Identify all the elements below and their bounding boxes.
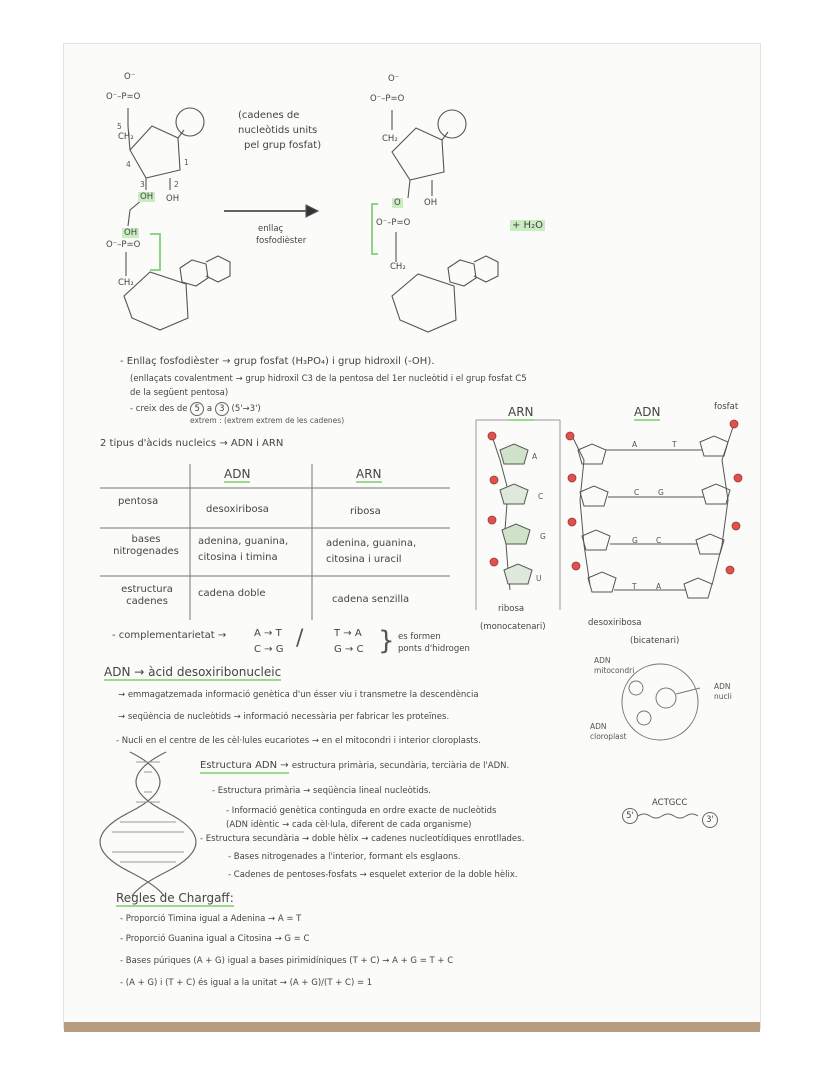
seq-label: ACTGCC	[652, 798, 688, 808]
bond-note-4: - creix des de 5 a 3 (5'→3')	[130, 404, 261, 414]
row-label-estructura: estructura cadenes	[121, 584, 173, 607]
chargaff-rule-4: - (A + G) i (T + C) és igual a la unitat → (A + G)/(T + C) = 1	[120, 978, 373, 988]
cell-nucli: nucli	[714, 692, 732, 701]
adn-left-base-4: T	[632, 582, 637, 591]
end-3-circle: 3	[215, 402, 229, 416]
adn-title: ADN	[634, 405, 661, 419]
cell-mito: mitocondri	[594, 666, 635, 675]
chain-note-2: nucleòtids units	[238, 125, 318, 136]
adn-right-base-2: G	[658, 488, 664, 497]
table-header-adn: ADN	[224, 467, 251, 481]
bond-note-1: - Enllaç fosfodièster → grup fosfat (H₃PO₄) i grup hidroxil (-OH).	[120, 356, 435, 367]
cell-adn-clo: ADN	[590, 722, 607, 731]
arrow-label-2: fosfodièster	[256, 236, 307, 246]
pair-c-g: C → G	[254, 644, 284, 655]
c2-label: 2	[174, 180, 179, 189]
cell-arn-pentosa: ribosa	[350, 506, 381, 517]
adn-bullet-2: → seqüència de nucleòtids → informació necessària per fabricar les proteïnes.	[118, 712, 450, 722]
adn-section-title: ADN → àcid desoxiribonucleic	[104, 665, 282, 679]
c1-label: 1	[184, 158, 189, 167]
complementarity-label: - complementarietat →	[112, 630, 227, 641]
structure-secondary-b: - Cadenes de pentoses-fosfats → esquelet exterior de la doble hèlix.	[228, 870, 518, 880]
oh-label: OH	[166, 194, 180, 204]
end-5-circle: 5	[190, 402, 204, 416]
chain-note-3: pel grup fosfat)	[244, 140, 322, 151]
pair-g-c: G → C	[334, 644, 364, 655]
seq-end-3: 3'	[702, 812, 718, 828]
bond-note-2: (enllaçats covalentment → grup hidroxil C3 de la pentosa del 1er nucleòtid i el grup fosfat C5	[130, 374, 527, 384]
water-label: + H₂O	[512, 220, 543, 231]
complementarity-note-1: es formen	[398, 632, 441, 642]
c3-label: 3	[140, 180, 145, 189]
fosfat-label: fosfat	[714, 402, 739, 412]
chargaff-rule-1: - Proporció Timina igual a Adenina → A = T	[120, 914, 302, 924]
adn-bullet-3: - Nucli en el centre de les cèl·lules eucariotes → en el mitocondri i interior cloroplasts.	[116, 736, 481, 746]
monocatenari-label: (monocatenari)	[480, 622, 546, 632]
arn-base-1: A	[532, 452, 538, 461]
adn-right-base-4: A	[656, 582, 662, 591]
ch2-label: CH₂	[118, 132, 134, 142]
row-label-pentosa: pentosa	[118, 496, 159, 507]
structure-secondary: - Estructura secundària → doble hèlix → cadenes nucleotídiques enrotllades.	[200, 834, 525, 844]
cell-adn-nucli: ADN	[714, 682, 731, 691]
adn-right-base-3: C	[656, 536, 662, 545]
cell-arn-estructura: cadena senzilla	[332, 594, 410, 605]
row-label-bases: bases nitrogenades	[113, 534, 179, 557]
arn-title: ARN	[508, 405, 534, 419]
pair-a-t: A → T	[254, 628, 282, 639]
structure-secondary-a: - Bases nitrogenades a l'interior, formant els esglaons.	[228, 852, 461, 862]
ch2-label-r: CH₂	[382, 134, 398, 144]
arrow-label-1: enllaç	[258, 224, 284, 234]
structure-title: Estructura ADN → estructura primària, secundària, terciària de l'ADN.	[200, 760, 509, 772]
oh-label-r: OH	[424, 198, 438, 208]
bond-note-3: de la següent pentosa)	[130, 388, 229, 398]
adn-left-base-2: C	[634, 488, 640, 497]
cell-adn-pentosa: desoxiribosa	[206, 504, 269, 515]
c5-label: 5	[117, 122, 122, 131]
bond-note-5: extrem : (extrem extrem de les cadenes)	[190, 416, 345, 425]
o-minus-label-r: O⁻	[388, 74, 400, 84]
cell-arn-bases: adenina, guanina, citosina i uracil	[326, 538, 417, 565]
chain-note-1: (cadenes de	[238, 110, 300, 121]
cell-adn-bases: adenina, guanina, citosina i timina	[198, 536, 289, 563]
chargaff-title: Regles de Chargaff:	[116, 891, 234, 905]
o-bridge-label: O	[394, 198, 401, 208]
ch2-label-2: CH₂	[118, 278, 134, 288]
arn-base-2: C	[538, 492, 544, 501]
pair-divider: /	[296, 626, 304, 651]
adn-right-base-1: T	[672, 440, 677, 449]
structure-primary-b: (ADN idèntic → cada cèl·lula, diferent de cada organisme)	[226, 820, 472, 830]
bicatenari-label: (bicatenari)	[630, 636, 680, 646]
adn-left-base-3: G	[632, 536, 638, 545]
ribosa-label: ribosa	[498, 604, 525, 614]
complementarity-note-2: ponts d'hidrogen	[398, 644, 470, 654]
desoxiribosa-label: desoxiribosa	[588, 618, 642, 628]
phosphate2-label-r: O⁻–P=O	[376, 218, 411, 228]
arn-base-3: G	[540, 532, 546, 541]
oh-highlight-label: OH	[140, 192, 154, 202]
oh-phosphate-label: OH	[124, 228, 138, 238]
cell-adn-mito: ADN	[594, 656, 611, 665]
cell-adn-estructura: cadena doble	[198, 588, 266, 599]
phosphate2-label: O⁻–P=O	[106, 240, 141, 250]
arn-base-4: U	[536, 574, 542, 583]
o-minus-label: O⁻	[124, 72, 136, 82]
phosphate-label: O⁻–P=O	[106, 92, 141, 102]
c4-label: 4	[126, 160, 131, 169]
chargaff-rule-2: - Proporció Guanina igual a Citosina → G = C	[120, 934, 310, 944]
cell-clo: cloroplast	[590, 732, 627, 741]
adn-left-base-1: A	[632, 440, 638, 449]
structure-primary: - Estructura primària → seqüència lineal nucleòtids.	[212, 786, 431, 796]
ch2-label-r2: CH₂	[390, 262, 406, 272]
structure-primary-a: - Informació genètica continguda en ordre exacte de nucleòtids	[226, 806, 497, 816]
seq-end-5: 5'	[622, 808, 638, 824]
adn-bullet-1: → emmagatzemada informació genètica d'un ésser viu i transmetre la descendència	[118, 690, 479, 700]
phosphate-label-r: O⁻–P=O	[370, 94, 405, 104]
nucleic-acids-intro: 2 tipus d'àcids nucleics → ADN i ARN	[100, 438, 284, 449]
chargaff-rule-3: - Bases púriques (A + G) igual a bases pirimidíniques (T + C) → A + G = T + C	[120, 956, 454, 966]
pair-brace: }	[378, 626, 395, 656]
pair-t-a: T → A	[334, 628, 362, 639]
table-header-arn: ARN	[356, 467, 382, 481]
